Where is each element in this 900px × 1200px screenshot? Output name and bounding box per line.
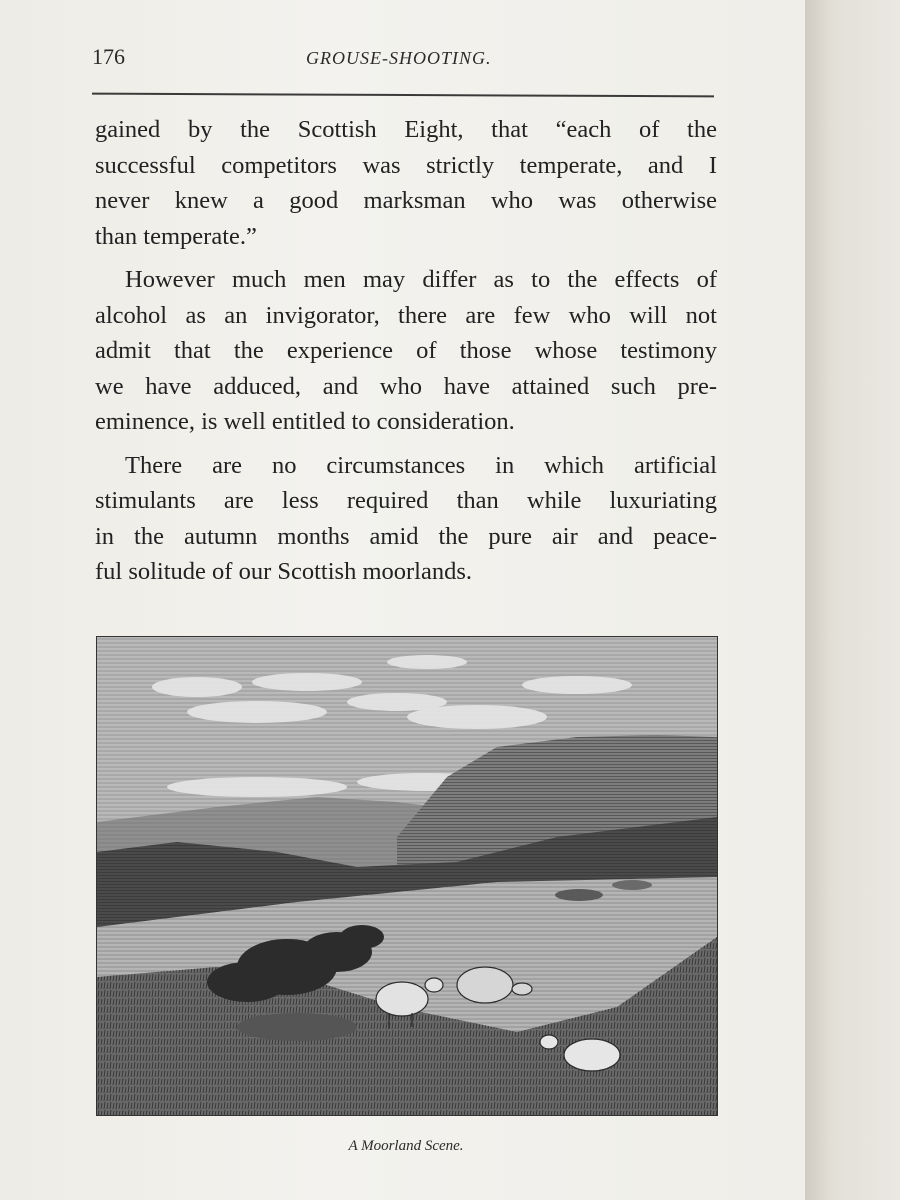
header-rule xyxy=(92,93,714,98)
adjacent-page-edge xyxy=(805,0,900,1200)
text-line: eminence, is well entitled to consideration. xyxy=(95,408,515,435)
moorland-engraving xyxy=(96,636,718,1116)
text-line: ful solitude of our Scottish moorlands. xyxy=(95,558,472,585)
text-line: There are no circumstances in which artificial xyxy=(125,451,717,479)
text-line: alcohol as an invigorator, there are few who will not xyxy=(95,301,717,329)
text-line: in the autumn months amid the pure air and peace- xyxy=(95,522,717,550)
paragraph-3 xyxy=(95,448,717,590)
paragraph-2 xyxy=(95,262,717,440)
paragraph-1 xyxy=(95,112,717,254)
page-header xyxy=(92,44,716,78)
text-line: successful competitors was strictly temperate, and I xyxy=(95,151,717,179)
text-line: admit that the experience of those whose testimony xyxy=(95,337,717,364)
text-line: we have adduced, and who have attained such pre- xyxy=(95,372,717,400)
illustration-caption: A Moorland Scene. xyxy=(348,1138,464,1154)
text-line: than temperate.” xyxy=(95,222,257,250)
text-line: never knew a good marksman who was otherwise xyxy=(95,187,717,214)
text-line: stimulants are less required than while luxuriating xyxy=(95,487,717,514)
page-number: 176 xyxy=(92,44,125,69)
running-title: GROUSE-SHOOTING. xyxy=(306,48,492,68)
body-text xyxy=(95,112,717,590)
text-line: However much men may differ as to the effects of xyxy=(125,266,717,293)
text-line: gained by the Scottish Eight, that “each of the xyxy=(95,116,717,143)
